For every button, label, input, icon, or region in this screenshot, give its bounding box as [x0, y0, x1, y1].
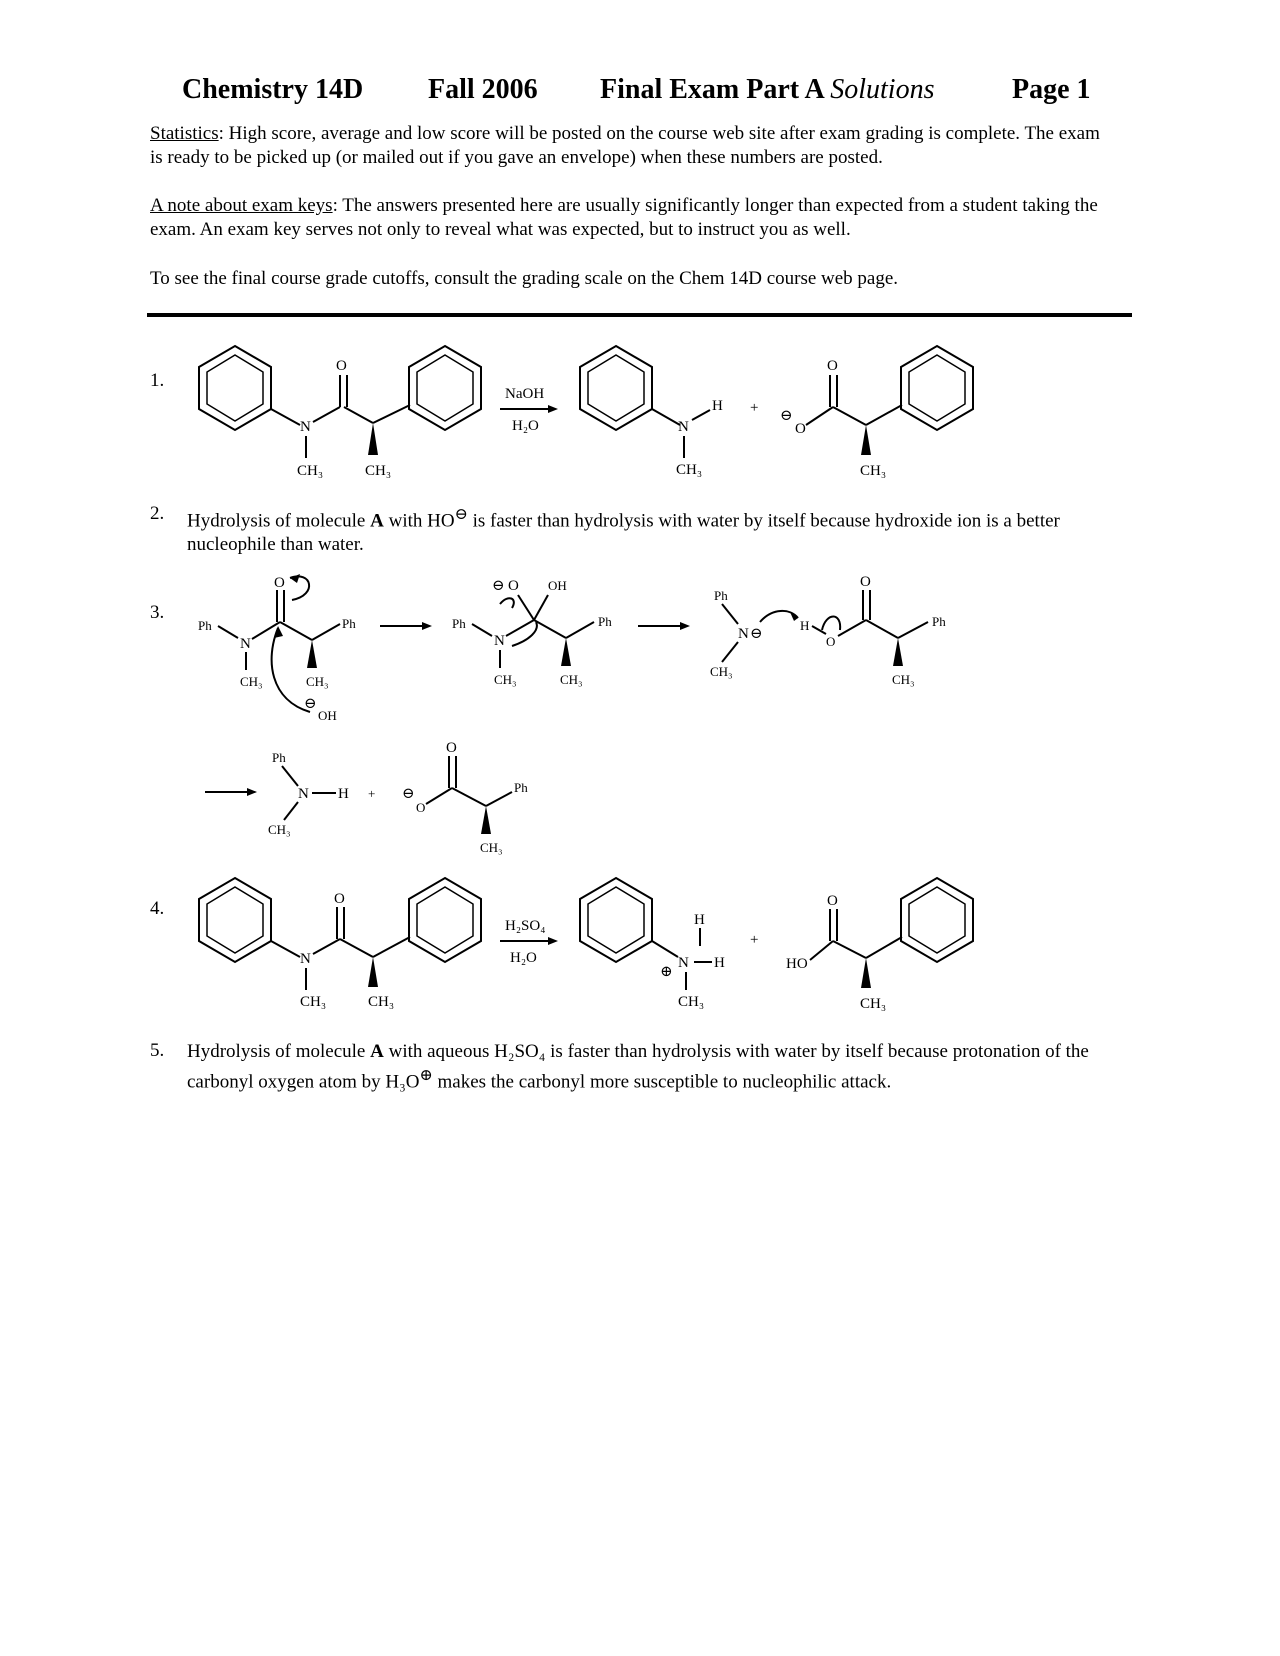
q4-number: 4.	[150, 898, 165, 919]
statistics-text: : High score, average and low score will be posted on the course web site after exam grading is complete. The exam is ready to be picked up (or mailed out if you gave an envelope) when these numbers are posted.	[150, 123, 1100, 168]
q2-text-b: with HO	[383, 510, 455, 532]
q1-amide-nme: CH₃	[297, 463, 324, 479]
q3-s3-carbonyl-o: O	[860, 574, 871, 590]
grades-paragraph: To see the final course grade cutoffs, consult the grading scale on the Chem 14D course web page.	[150, 268, 899, 289]
q3-s1-o: O	[274, 575, 285, 591]
q3-s2-nme: CH₃	[494, 672, 517, 687]
q4-ammonium-me: CH₃	[678, 994, 705, 1010]
q1-amide-cme: CH₃	[365, 463, 392, 479]
q3-s4-ph-c: Ph	[514, 780, 528, 795]
section-divider	[147, 313, 1132, 317]
q3-s4-o: O	[416, 800, 426, 815]
q4-reaction-scheme	[0, 870, 1280, 1020]
q3-s3-ph-n: Ph	[714, 588, 728, 603]
q3-s3-o: O	[826, 634, 836, 649]
note-label: A note about exam keys	[150, 195, 333, 216]
q4-reagent-bottom: H₂O	[510, 950, 537, 966]
q5-text-a: Hydrolysis of molecule	[187, 1041, 371, 1062]
q3-number: 3.	[150, 602, 165, 623]
q2-text-c: is faster than hydrolysis with water by itself because hydroxide ion is a better nucleophile than water.	[187, 510, 1060, 556]
q3-s2-cme: CH₃	[560, 672, 583, 687]
q3-s4-ph-n: Ph	[272, 750, 286, 765]
q4-amide-cme: CH₃	[368, 994, 395, 1010]
q3-s1-cme: CH₃	[306, 674, 329, 689]
q3-s2-ph-n: Ph	[452, 616, 466, 631]
exam-title-main: Final Exam Part A	[600, 74, 824, 105]
q4-acid-ho: HO	[786, 956, 808, 972]
q4-amide-n: N	[300, 951, 311, 967]
statistics-paragraph	[150, 122, 1100, 170]
q3-s2-o-charge: ⊖	[492, 578, 505, 594]
q4-ammonium-n: N	[678, 955, 689, 971]
q2-number: 2.	[150, 503, 165, 524]
q4-ammonium-h-right: H	[714, 955, 725, 971]
q3-s3-h: H	[800, 618, 810, 633]
q3-s4-minus: ⊖	[402, 786, 415, 802]
q4-amide-nme: CH₃	[300, 994, 327, 1010]
q3-s4-carbonyl-o: O	[446, 740, 457, 756]
q3-s1-hydroxide-charge: ⊖	[304, 696, 317, 712]
q4-acid-me: CH₃	[860, 996, 887, 1012]
term-title: Fall 2006	[428, 74, 538, 105]
q3-s1-ph-c: Ph	[342, 616, 356, 631]
q1-amide-n: N	[300, 419, 311, 435]
q3-mechanism-scheme	[0, 560, 1280, 860]
exam-title-solutions: Solutions	[830, 74, 935, 105]
q3-s3-cme: CH₃	[892, 672, 915, 687]
q3-s4-h: H	[338, 786, 349, 802]
q5-number: 5.	[150, 1040, 165, 1061]
q2-charge: ⊖	[454, 506, 468, 523]
q5-text-c: makes the carbonyl more susceptible to nucleophilic attack.	[432, 1071, 892, 1093]
q3-s2-o: O	[508, 578, 519, 594]
q1-reagent-top: NaOH	[505, 386, 545, 402]
q4-reagent-top: H₂SO₄	[505, 918, 546, 934]
q3-s3-nme: CH₃	[710, 664, 733, 679]
q3-s2-oh: OH	[548, 578, 567, 593]
q2-answer	[187, 503, 1117, 557]
q3-s2-n: N	[494, 633, 505, 649]
q5-charge: ⊕	[419, 1067, 433, 1084]
q3-s4-cme: CH₃	[480, 840, 503, 855]
q1-minus: ⊖	[780, 408, 793, 424]
q3-s3-n: N	[738, 626, 749, 642]
q1-amine-h: H	[712, 398, 723, 414]
q3-s4-n: N	[298, 786, 309, 802]
q4-amide-o: O	[334, 891, 345, 907]
q3-s1-n: N	[240, 636, 251, 652]
q1-plus: +	[750, 400, 759, 416]
course-title: Chemistry 14D	[182, 74, 364, 105]
q1-reaction-scheme	[0, 340, 1280, 490]
page-label: Page 1	[1012, 74, 1091, 105]
q1-reagent-bottom: H₂O	[512, 418, 539, 434]
q3-s1-nme: CH₃	[240, 674, 263, 689]
q4-plus: +	[750, 932, 759, 948]
q4-acid-carbonyl-o: O	[827, 893, 838, 909]
q3-s1-hydroxide: OH	[318, 708, 337, 723]
note-paragraph	[150, 194, 1100, 242]
q1-amine-n: N	[678, 419, 689, 435]
q2-molecule-a: A	[370, 510, 384, 532]
q1-acid-me: CH₃	[860, 463, 887, 479]
note-text: : The answers presented here are usually significantly longer than expected from a student taking the exam. An exam key serves not only to reveal what was expected, but to instruct you as well.	[150, 195, 1098, 240]
q5-molecule-a: A	[370, 1041, 384, 1062]
q4-ammonium-charge: ⊕	[660, 964, 673, 980]
q3-s4-nme: CH₃	[268, 822, 291, 837]
q1-carbonyl-o: O	[827, 358, 838, 374]
q1-amine-me: CH₃	[676, 462, 703, 478]
q5-answer	[187, 1040, 1132, 1094]
q3-s1-ph-n: Ph	[198, 618, 212, 633]
q3-s4-plus: +	[368, 786, 376, 801]
q1-amide-o: O	[336, 358, 347, 374]
exam-title	[600, 74, 934, 106]
q1-carboxylate-o: O	[795, 421, 806, 437]
q3-s2-ph-c: Ph	[598, 614, 612, 629]
q5-text-b: with aqueous H₂SO₄ is faster than hydrolysis with water by itself because protonation of the carbonyl oxygen atom by H₃O	[187, 1041, 1089, 1093]
q2-text-a: Hydrolysis of molecule	[187, 510, 371, 532]
statistics-label: Statistics	[150, 123, 219, 144]
q3-s3-n-charge: ⊖	[750, 626, 763, 642]
q3-s3-ph-c: Ph	[932, 614, 946, 629]
q1-number: 1.	[150, 370, 165, 391]
q4-ammonium-h-top: H	[694, 912, 705, 928]
